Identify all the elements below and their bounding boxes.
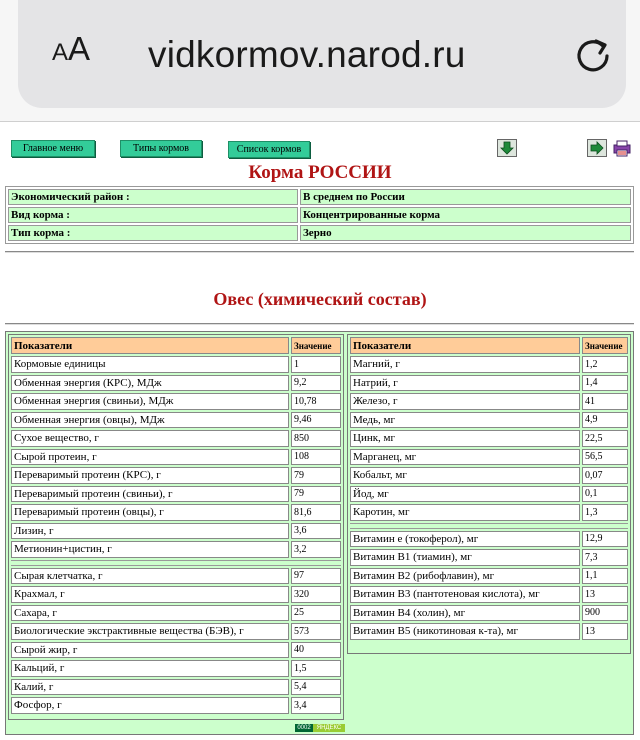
info-label: Тип корма : <box>8 225 298 241</box>
feed-info-table <box>5 186 634 244</box>
indicator-value: 573 <box>291 623 341 640</box>
indicator-header: Показатели <box>350 337 580 354</box>
indicator-value: 22,5 <box>582 430 628 447</box>
right-composition-table <box>348 335 630 642</box>
table-row <box>350 430 628 447</box>
table-row <box>11 623 341 640</box>
table-row <box>350 531 628 548</box>
indicator-name: Кобальт, мг <box>350 467 580 484</box>
group-separator <box>350 523 628 529</box>
indicator-name: Сырой жир, г <box>11 642 289 659</box>
indicator-name: Каротин, мг <box>350 504 580 521</box>
indicator-value: 81,6 <box>291 504 341 521</box>
value-header: Значение <box>582 337 628 354</box>
indicator-name: Фосфор, г <box>11 697 289 714</box>
indicator-value: 13 <box>582 623 628 640</box>
table-row <box>350 486 628 503</box>
indicator-value: 0,1 <box>582 486 628 503</box>
indicator-value: 900 <box>582 605 628 622</box>
table-row <box>11 568 341 585</box>
page-title: Корма РОССИИ <box>248 162 392 183</box>
site-counter[interactable] <box>295 724 345 732</box>
indicator-value: 320 <box>291 586 341 603</box>
indicator-name: Витамин В3 (пантотеновая кислота), мг <box>350 586 580 603</box>
separator-cell <box>350 523 628 529</box>
indicator-value: 12,9 <box>582 531 628 548</box>
indicator-value: 3,2 <box>291 541 341 558</box>
indicator-value: 1,3 <box>582 504 628 521</box>
indicator-value: 13 <box>582 586 628 603</box>
table-row <box>350 393 628 410</box>
indicator-value: 7,3 <box>582 549 628 566</box>
table-row <box>11 586 341 603</box>
indicator-name: Обменная энергия (свиньи), МДж <box>11 393 289 410</box>
info-value: Концентрированные корма <box>300 207 631 223</box>
url-text[interactable]: vidkormov.narod.ru <box>148 34 466 75</box>
indicator-name: Марганец, мг <box>350 449 580 466</box>
table-row <box>350 504 628 521</box>
table-row <box>350 412 628 429</box>
table-row <box>11 356 341 373</box>
indicator-name: Магний, г <box>350 356 580 373</box>
table-row <box>350 375 628 392</box>
toolbar-divider <box>0 121 640 122</box>
separator-cell <box>11 560 341 566</box>
left-composition-table <box>9 335 343 716</box>
table-row <box>11 449 341 466</box>
info-label: Вид корма : <box>8 207 298 223</box>
indicator-name: Железо, г <box>350 393 580 410</box>
indicator-value: 40 <box>291 642 341 659</box>
feed-types-button[interactable]: Типы кормов <box>120 140 202 157</box>
indicator-name: Йод, мг <box>350 486 580 503</box>
indicator-name: Цинк, мг <box>350 430 580 447</box>
composition-title: Овес (химический состав) <box>213 289 427 309</box>
table-row <box>11 430 341 447</box>
indicator-value: 56,5 <box>582 449 628 466</box>
indicator-name: Переваримый протеин (овцы), г <box>11 504 289 521</box>
aa-small-label: A <box>52 39 69 66</box>
indicator-name: Витамин В2 (рибофлавин), мг <box>350 568 580 585</box>
indicator-name: Биологические экстрактивные вещества (БЭВ), г <box>11 623 289 640</box>
table-row <box>350 568 628 585</box>
table-row <box>11 412 341 429</box>
indicator-value: 3,6 <box>291 523 341 540</box>
indicator-value: 4,9 <box>582 412 628 429</box>
table-row <box>11 697 341 714</box>
indicator-name: Витамин В1 (тиамин), мг <box>350 549 580 566</box>
indicator-name: Лизин, г <box>11 523 289 540</box>
info-value: Зерно <box>300 225 631 241</box>
indicator-value: 108 <box>291 449 341 466</box>
right-column <box>347 334 631 654</box>
indicator-value: 41 <box>582 393 628 410</box>
indicator-header: Показатели <box>11 337 289 354</box>
value-header: Значение <box>291 337 341 354</box>
table-row <box>11 660 341 677</box>
main-menu-button[interactable]: Главное меню <box>11 140 95 157</box>
table-row <box>350 586 628 603</box>
arrow-back-icon[interactable] <box>497 139 517 157</box>
indicator-name: Кормовые единицы <box>11 356 289 373</box>
indicator-name: Витамин е (токоферол), мг <box>350 531 580 548</box>
table-row <box>11 523 341 540</box>
indicator-value: 1 <box>291 356 341 373</box>
indicator-name: Обменная энергия (КРС), МДж <box>11 375 289 392</box>
left-column <box>8 334 344 720</box>
indicator-value: 1,4 <box>582 375 628 392</box>
indicator-name: Переваримый протеин (КРС), г <box>11 467 289 484</box>
indicator-name: Витамин В5 (никотиновая к-та), мг <box>350 623 580 640</box>
indicator-name: Витамин В4 (холин), мг <box>350 605 580 622</box>
feed-list-button[interactable]: Список кормов <box>228 141 310 158</box>
group-separator <box>11 560 341 566</box>
table-row <box>11 375 341 392</box>
divider <box>5 251 634 253</box>
indicator-value: 1,2 <box>582 356 628 373</box>
table-row <box>350 467 628 484</box>
info-value: В среднем по России <box>300 189 631 205</box>
info-row-region <box>8 189 631 205</box>
divider <box>5 323 634 325</box>
arrow-forward-icon[interactable] <box>587 139 607 157</box>
info-row-kind <box>8 207 631 223</box>
indicator-value: 3,4 <box>291 697 341 714</box>
table-row <box>11 541 341 558</box>
indicator-name: Калий, г <box>11 679 289 696</box>
table-row <box>11 467 341 484</box>
indicator-name: Натрий, г <box>350 375 580 392</box>
table-row <box>350 449 628 466</box>
indicator-value: 97 <box>291 568 341 585</box>
table-row <box>350 549 628 566</box>
counter-label: ЯНДЕКС <box>313 724 345 732</box>
table-row <box>11 679 341 696</box>
reload-icon[interactable] <box>570 33 616 79</box>
indicator-value: 79 <box>291 486 341 503</box>
address-bar[interactable] <box>18 0 626 108</box>
info-row-type <box>8 225 631 241</box>
indicator-name: Переваримый протеин (свиньи), г <box>11 486 289 503</box>
indicator-value: 0,07 <box>582 467 628 484</box>
table-row <box>11 504 341 521</box>
info-label: Экономический район : <box>8 189 298 205</box>
indicator-value: 1,5 <box>291 660 341 677</box>
indicator-value: 1,1 <box>582 568 628 585</box>
table-row <box>11 393 341 410</box>
counter-value: 0002 <box>295 724 313 732</box>
table-row <box>350 356 628 373</box>
indicator-name: Сухое вещество, г <box>11 430 289 447</box>
indicator-value: 5,4 <box>291 679 341 696</box>
print-icon[interactable] <box>612 139 632 157</box>
indicator-value: 79 <box>291 467 341 484</box>
indicator-name: Обменная энергия (овцы), МДж <box>11 412 289 429</box>
indicator-name: Крахмал, г <box>11 586 289 603</box>
indicator-name: Кальций, г <box>11 660 289 677</box>
indicator-name: Метионин+цистин, г <box>11 541 289 558</box>
table-row <box>11 642 341 659</box>
indicator-value: 9,46 <box>291 412 341 429</box>
indicator-value: 10,78 <box>291 393 341 410</box>
browser-toolbar <box>0 0 640 122</box>
table-row <box>350 623 628 640</box>
text-size-button[interactable] <box>52 30 112 80</box>
table-row <box>11 605 341 622</box>
indicator-name: Медь, мг <box>350 412 580 429</box>
indicator-name: Сахара, г <box>11 605 289 622</box>
table-row <box>11 486 341 503</box>
indicator-name: Сырая клетчатка, г <box>11 568 289 585</box>
indicator-value: 9,2 <box>291 375 341 392</box>
indicator-value: 850 <box>291 430 341 447</box>
table-row <box>350 605 628 622</box>
indicator-value: 25 <box>291 605 341 622</box>
aa-big-label: A <box>68 30 91 67</box>
indicator-name: Сырой протеин, г <box>11 449 289 466</box>
